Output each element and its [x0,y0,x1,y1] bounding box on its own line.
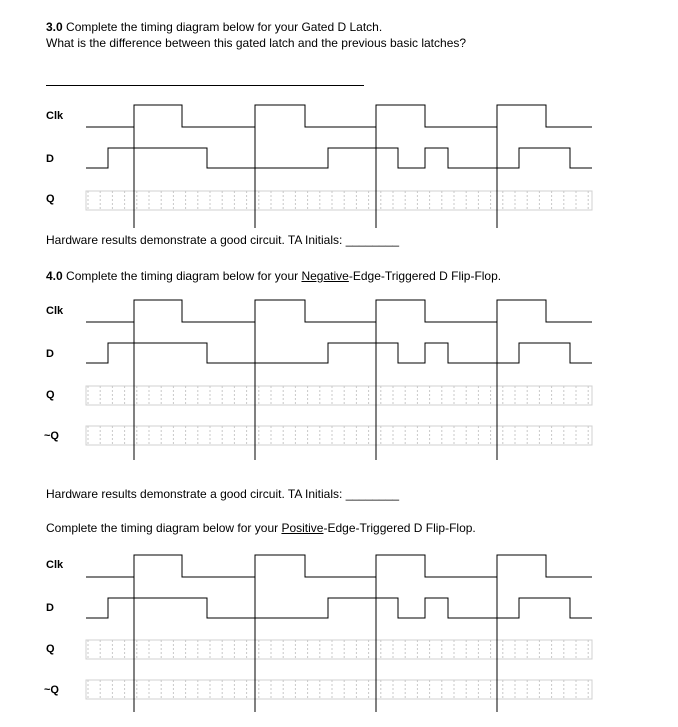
s3-label-d: D [46,153,54,165]
s5-label-q: Q [46,643,55,655]
s5-label-qbar: ~Q [44,684,59,696]
s4-label-clk: Clk [46,305,64,317]
s4-d-waveform [86,343,592,363]
s4-q-grid-box [86,386,592,405]
s4-label-q: Q [46,389,55,401]
s3-clk-waveform [86,105,592,127]
s4-clk-waveform [86,300,592,322]
section4-number: 4.0 [46,269,63,283]
section4-title-underlined: Negative [301,269,349,283]
section3-hardware-results: Hardware results demonstrate a good circuit. TA Initials: ________ [46,233,400,247]
s5-d-waveform [86,598,592,618]
s5-label-d: D [46,602,54,614]
s4-label-d: D [46,348,54,360]
s5-clk-waveform [86,555,592,577]
s3-label-clk: Clk [46,110,64,122]
s4-label-qbar: ~Q [44,430,59,442]
section5-title-pre: Complete the timing diagram below for your [46,521,282,535]
section3-title: Complete the timing diagram below for your Gated D Latch. [62,20,383,34]
s3-q-grid-box [86,191,592,210]
s5-label-clk: Clk [46,559,64,571]
section4-heading [46,269,501,283]
s4-qbar-grid-box [86,426,592,445]
section4-title-post: -Edge-Triggered D Flip-Flop. [348,269,502,283]
section4-hardware-results: Hardware results demonstrate a good circuit. TA Initials: ________ [46,487,400,501]
s3-d-waveform [86,148,592,168]
s5-q-grid-box [86,640,592,659]
section3-question: What is the difference between this gated latch and the previous basic latches? [46,36,467,50]
s5-qbar-grid-box [86,680,592,699]
section5-title-post: -Edge-Triggered D Flip-Flop. [323,521,476,535]
s3-label-q: Q [46,193,55,205]
section5-heading [46,521,476,535]
section4-title-pre: Complete the timing diagram below for your [62,269,302,283]
section3-number: 3.0 [46,20,63,34]
section5-title-underlined: Positive [281,521,324,535]
